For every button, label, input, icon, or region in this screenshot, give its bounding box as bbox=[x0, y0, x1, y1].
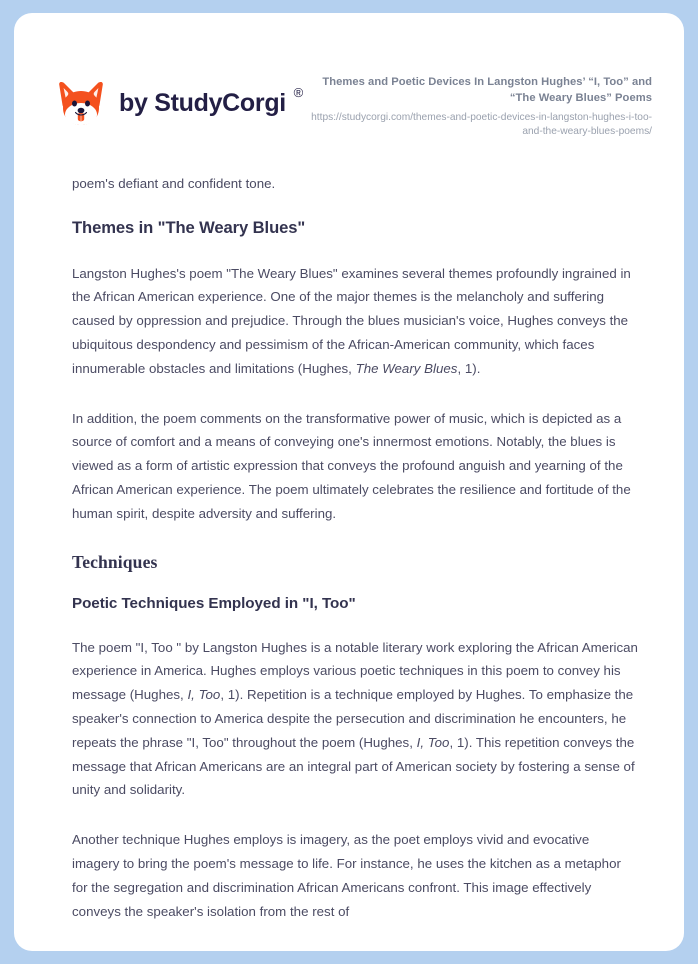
brand-name bbox=[119, 84, 303, 118]
paragraph-text-part: The poem "I, Too " by Langston Hughes is a notable literary work exploring the African American experience in America. Hughes employs various poetic techniques in this poem to convey his message (Hughes, bbox=[72, 639, 638, 703]
corgi-logo-icon bbox=[56, 79, 106, 127]
document-header bbox=[14, 13, 684, 140]
brand-name-text: by StudyCorgi bbox=[119, 88, 286, 117]
citation-title-i-too-1: I, Too bbox=[187, 687, 221, 703]
brand-lockup bbox=[56, 67, 303, 127]
document-card bbox=[14, 13, 684, 951]
citation-title-weary-blues: The Weary Blues bbox=[355, 360, 458, 376]
paragraph-poetic-techniques bbox=[72, 636, 638, 803]
subheading-poetic-techniques-i-too: Poetic Techniques Employed in "I, Too" bbox=[72, 594, 356, 612]
citation-title-i-too-2: I, Too bbox=[416, 734, 450, 750]
document-source-url[interactable]: https://studycorgi.com/themes-and-poetic-devices-in-langston-hughes-i-too-and-the-weary-blues-poems/ bbox=[311, 111, 652, 138]
paragraph-imagery-technique: Another technique Hughes employs is imagery, as the poet employs vivid and evocative imagery to bring the poem's message to life. For instance, he uses the kitchen as a metaphor for the segregation and discrimination African Americans confront. This image effectively conveys the speaker's isolation from the rest of bbox=[72, 832, 621, 919]
registered-trademark-icon: ® bbox=[293, 84, 303, 100]
heading-themes-weary-blues: Themes in "The Weary Blues" bbox=[72, 217, 306, 237]
heading-techniques: Techniques bbox=[72, 551, 158, 572]
paragraph-text-part: , 1). Repetition is a technique employed by Hughes. To emphasize the speaker's connection to America despite the persecution and discrimination he encounters, he repeats the phrase "I, Too" throughout the poem (Hughes, bbox=[72, 687, 634, 750]
paragraph-continued: poem's defiant and confident tone. bbox=[72, 175, 276, 191]
paragraph-text-part: , 1). This repetition conveys the message that African Americans are an integral part of American society by fostering a sense of unity and solidarity. bbox=[72, 734, 635, 798]
header-meta bbox=[310, 67, 656, 140]
document-title: Themes and Poetic Devices In Langston Hughes’ “I, Too” and “The Weary Blues” Poems bbox=[322, 76, 652, 104]
paragraph-power-of-music: In addition, the poem comments on the transformative power of music, which is depicted as a source of comfort and a means of conveying one's innermost emotions. Notably, the blues is viewed as a form of artistic expression that conveys the profound anguish and yearning of the African American experience. The poem ultimately celebrates the resilience and fortitude of the human spirit, despite adversity and suffering. bbox=[72, 410, 631, 521]
document-body bbox=[14, 172, 684, 924]
paragraph-text-part: , 1). bbox=[457, 360, 481, 376]
paragraph-weary-blues-themes bbox=[72, 262, 638, 381]
paragraph-text-part: Langston Hughes's poem "The Weary Blues" examines several themes profoundly ingrained in the African American experience. One of the major themes is the melancholy and suffering caused by oppression and prejudice. Through the blues musician's voice, Hughes conveys the ubiquitous despondency and pessimism of the African-American community, which faces innumerable obstacles and limitations (Hughes, bbox=[72, 265, 631, 376]
